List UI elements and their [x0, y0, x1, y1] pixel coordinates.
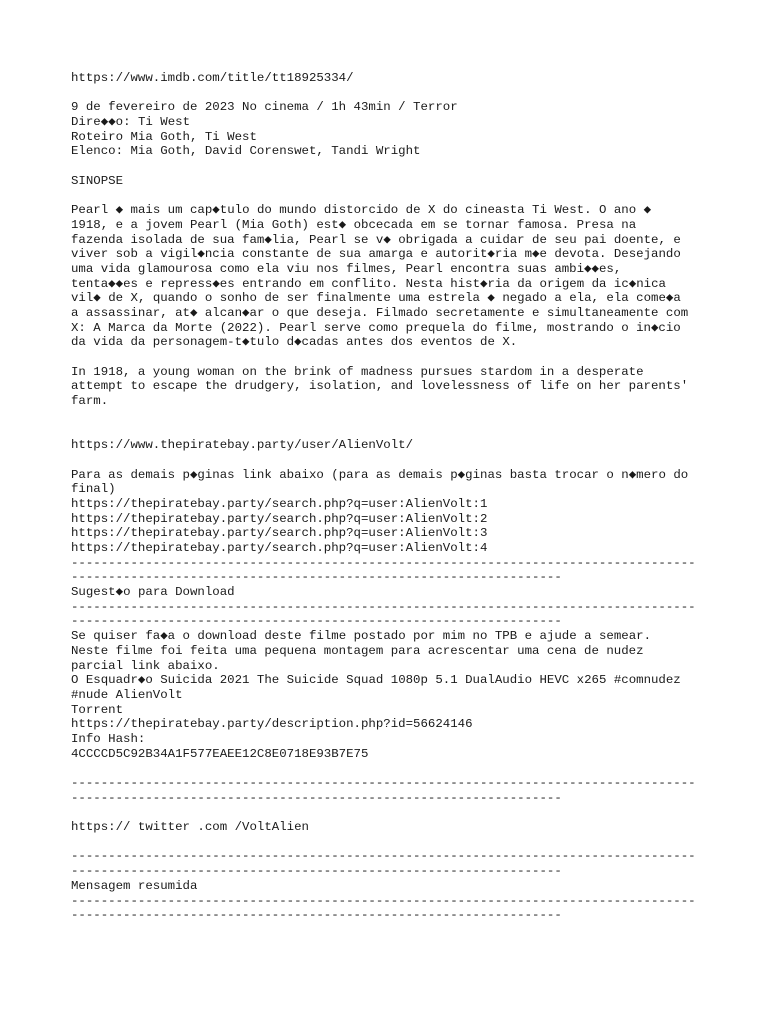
divider-line: ------------------------------------------------------------------------------------	[71, 893, 696, 908]
url-line: https://thepiratebay.party/search.php?q=user:AlienVolt:3	[71, 526, 488, 541]
blank-line	[71, 424, 711, 439]
divider-line: ------------------------------------------------------------------------------------	[71, 599, 696, 614]
text-line: Se quiser fa◆a o download deste filme postado por mim no TPB e ajude a semear.	[71, 629, 652, 644]
text-line: Pearl ◆ mais um cap◆tulo do mundo distorcido de X do cineasta Ti West. O ano ◆	[71, 203, 652, 218]
text-line: X: A Marca da Morte (2022). Pearl serve como prequela do filme, mostrando o in◆cio	[71, 320, 681, 335]
blank-line	[71, 805, 711, 820]
divider-line: ------------------------------------------------------------------------------------	[71, 849, 696, 864]
blank-line	[71, 409, 711, 424]
url-line: https://thepiratebay.party/search.php?q=user:AlienVolt:4	[71, 541, 488, 555]
text-line: a assassinar, at◆ alcan◆ar o que deseja. Filmado secretamente e simultaneamente com	[71, 306, 689, 320]
text-line: Sugest◆o para Download	[71, 585, 235, 600]
text-line: 1918, e a jovem Pearl (Mia Goth) est◆ obcecada em se tornar famosa. Presa na	[71, 217, 637, 232]
text-line: uma vida glamourosa como ela viu nos filmes, Pearl encontra suas ambi◆◆es,	[71, 261, 622, 276]
url-line: https://thepiratebay.party/description.php?id=56624146	[71, 717, 473, 732]
text-line: SINOPSE	[71, 173, 124, 188]
text-line: Neste filme foi feita uma pequena montagem para acrescentar uma cena de nudez	[71, 643, 644, 658]
blank-line	[71, 350, 711, 365]
text-line: O Esquadr◆o Suicida 2021 The Suicide Squad 1080p 5.1 DualAudio HEVC x265 #comnudez	[71, 673, 681, 688]
blank-line	[71, 86, 711, 101]
divider-line: ------------------------------------------------------------------	[71, 864, 562, 879]
blank-line	[71, 159, 711, 174]
text-line: farm.	[71, 394, 109, 409]
text-line: attempt to escape the drudgery, isolation, and lovelessness of life on her parents'	[71, 379, 689, 394]
url-line: https://thepiratebay.party/search.php?q=user:AlienVolt:1	[71, 496, 488, 511]
text-line: fazenda isolada de sua fam◆lia, Pearl se v◆ obrigada a cuidar de seu pai doente, e	[71, 232, 681, 247]
divider-line: ------------------------------------------------------------------------------------	[71, 776, 696, 790]
text-line: #nude AlienVolt	[71, 687, 183, 702]
text-line: Para as demais p◆ginas link abaixo (para as demais p◆ginas basta trocar o n◆mero do	[71, 467, 689, 482]
divider-line: ------------------------------------------------------------------------------------	[71, 555, 696, 570]
url-line: https://thepiratebay.party/search.php?q=user:AlienVolt:2	[71, 511, 488, 526]
divider-line: ------------------------------------------------------------------	[71, 614, 562, 629]
blank-line	[71, 189, 711, 204]
text-line: 4CCCCD5C92B34A1F577EAEE12C8E0718E93B7E75	[71, 746, 369, 761]
text-line: Roteiro Mia Goth, Ti West	[71, 129, 257, 144]
text-line: tenta◆◆es e repress◆es entrando em conflito. Nesta hist◆ria da origem da ic◆nica	[71, 276, 666, 291]
text-line: In 1918, a young woman on the brink of madness pursues stardom in a desperate	[71, 364, 644, 379]
text-line: Mensagem resumida	[71, 878, 198, 893]
text-line: vil◆ de X, quando o sonho de ser finalmente uma estrela ◆ negado a ela, ela come◆a	[71, 291, 681, 306]
text-line: viver sob a vigil◆ncia constante de sua amarga e autorit◆ria m◆e devota. Desejando	[71, 247, 681, 262]
text-line: parcial link abaixo.	[71, 658, 220, 673]
text-line: Info Hash:	[71, 731, 146, 746]
text-line: final)	[71, 482, 116, 497]
text-line: 9 de fevereiro de 2023 No cinema / 1h 43min / Terror	[71, 100, 458, 115]
text-line: Elenco: Mia Goth, David Corenswet, Tandi Wright	[71, 144, 421, 159]
url-line: https://www.imdb.com/title/tt18925334/	[71, 71, 354, 85]
text-line: Dire◆◆o: Ti West	[71, 115, 191, 130]
divider-line: ------------------------------------------------------------------	[71, 908, 562, 923]
divider-line: ------------------------------------------------------------------	[71, 570, 562, 585]
divider-line: ------------------------------------------------------------------	[71, 790, 562, 805]
text-line: da vida da personagem-t◆tulo d◆cadas antes dos eventos de X.	[71, 335, 518, 350]
document-body	[71, 71, 711, 923]
blank-line	[71, 761, 711, 776]
blank-line	[71, 453, 711, 468]
url-line: https://www.thepiratebay.party/user/AlienVolt/	[71, 438, 414, 453]
text-line: Torrent	[71, 702, 124, 717]
url-line: https:// twitter .com /VoltAlien	[71, 820, 309, 835]
blank-line	[71, 835, 711, 850]
